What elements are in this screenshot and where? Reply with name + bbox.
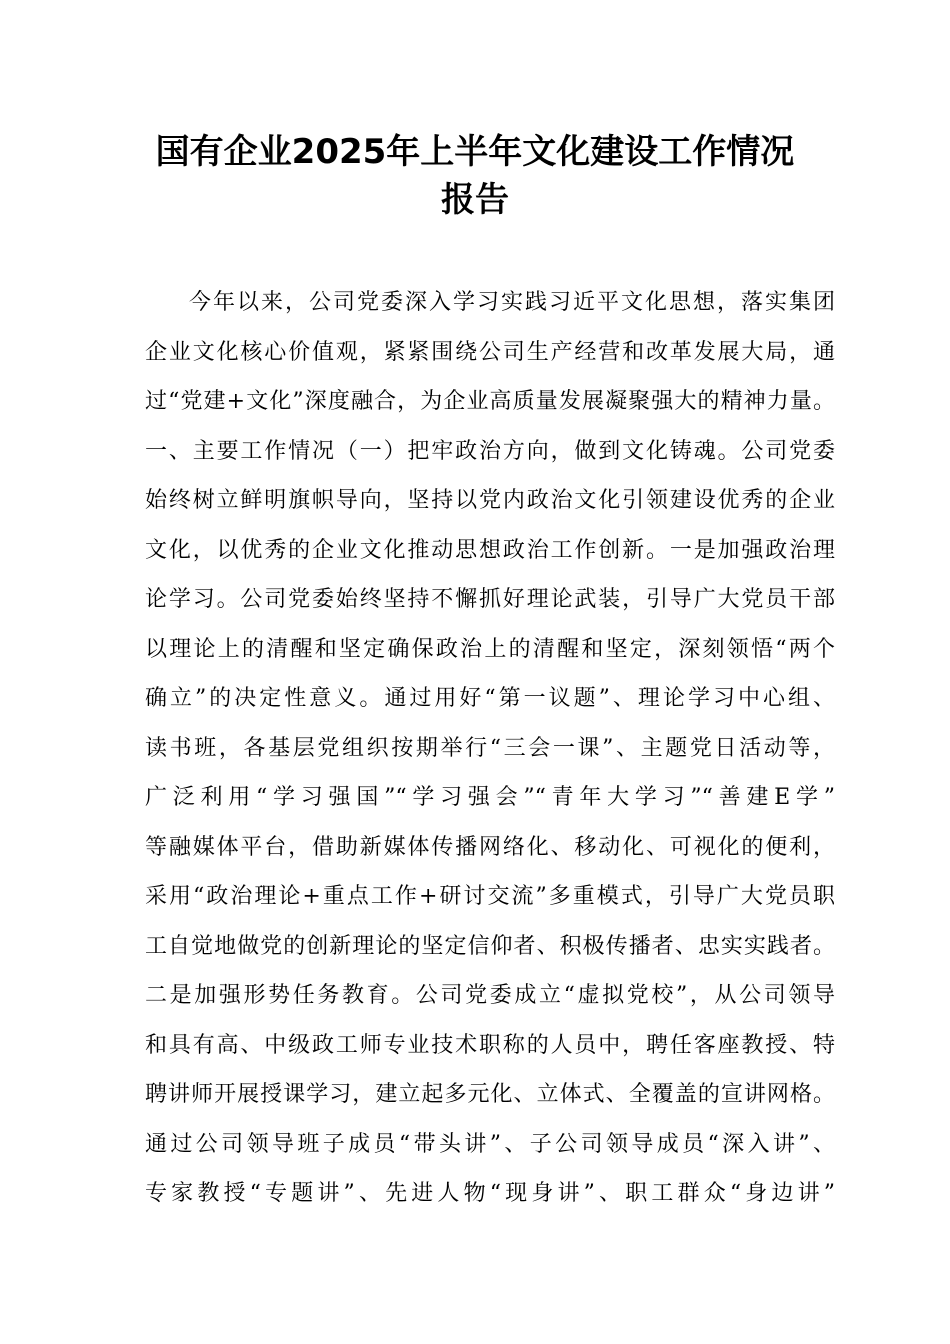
- body-line: 过“党建+文化”深度融合，为企业高质量发展凝聚强大的精神力量。: [145, 389, 835, 414]
- body-line: 以理论上的清醒和坚定确保政治上的清醒和坚定，深刻领悟“两个: [145, 636, 835, 662]
- body-line: 和具有高、中级政工师专业技术职称的人员中，聘任客座教授、特: [145, 1032, 835, 1058]
- body-line: 确立”的决定性意义。通过用好“第一议题”、理论学习中心组、: [145, 686, 835, 711]
- title-line-1: 国有企业2025年上半年文化建设工作情况: [155, 132, 795, 172]
- document-body: [145, 278, 835, 1219]
- body-line: 二是加强形势任务教育。公司党委成立“虚拟党校”，从公司领导: [145, 983, 835, 1008]
- body-line: 专家教授“专题讲”、先进人物“现身讲”、职工群众“身边讲”: [145, 1181, 835, 1206]
- body-line: 文化，以优秀的企业文化推动思想政治工作创新。一是加强政治理: [145, 537, 835, 563]
- body-line: 通过公司领导班子成员“带头讲”、子公司领导成员“深入讲”、: [145, 1131, 835, 1157]
- body-line: 聘讲师开展授课学习，建立起多元化、立体式、全覆盖的宣讲网格。: [145, 1082, 835, 1107]
- body-line: 始终树立鲜明旗帜导向，坚持以党内政治文化引领建设优秀的企业: [145, 488, 835, 513]
- body-line: 广泛利用“学习强国”“学习强会”“青年大学习”“善建E学”: [145, 785, 835, 810]
- title-line-2: 报告: [441, 180, 509, 220]
- body-line: 等融媒体平台，借助新媒体传播网络化、移动化、可视化的便利，: [145, 834, 835, 860]
- body-line: 读书班，各基层党组织按期举行“三会一课”、主题党日活动等，: [145, 735, 835, 761]
- body-line: 论学习。公司党委始终坚持不懈抓好理论武装，引导广大党员干部: [145, 587, 835, 612]
- body-line: 工自觉地做党的创新理论的坚定信仰者、积极传播者、忠实实践者。: [145, 933, 835, 959]
- body-line: 一、主要工作情况（一）把牢政治方向，做到文化铸魂。公司党委: [145, 438, 835, 464]
- body-line: 今年以来，公司党委深入学习实践习近平文化思想，落实集团: [189, 290, 835, 315]
- body-line: 企业文化核心价值观，紧紧围绕公司生产经营和改革发展大局，通: [145, 339, 835, 365]
- document-title: [100, 128, 850, 224]
- body-line: 采用“政治理论+重点工作+研讨交流”多重模式，引导广大党员职: [145, 884, 835, 909]
